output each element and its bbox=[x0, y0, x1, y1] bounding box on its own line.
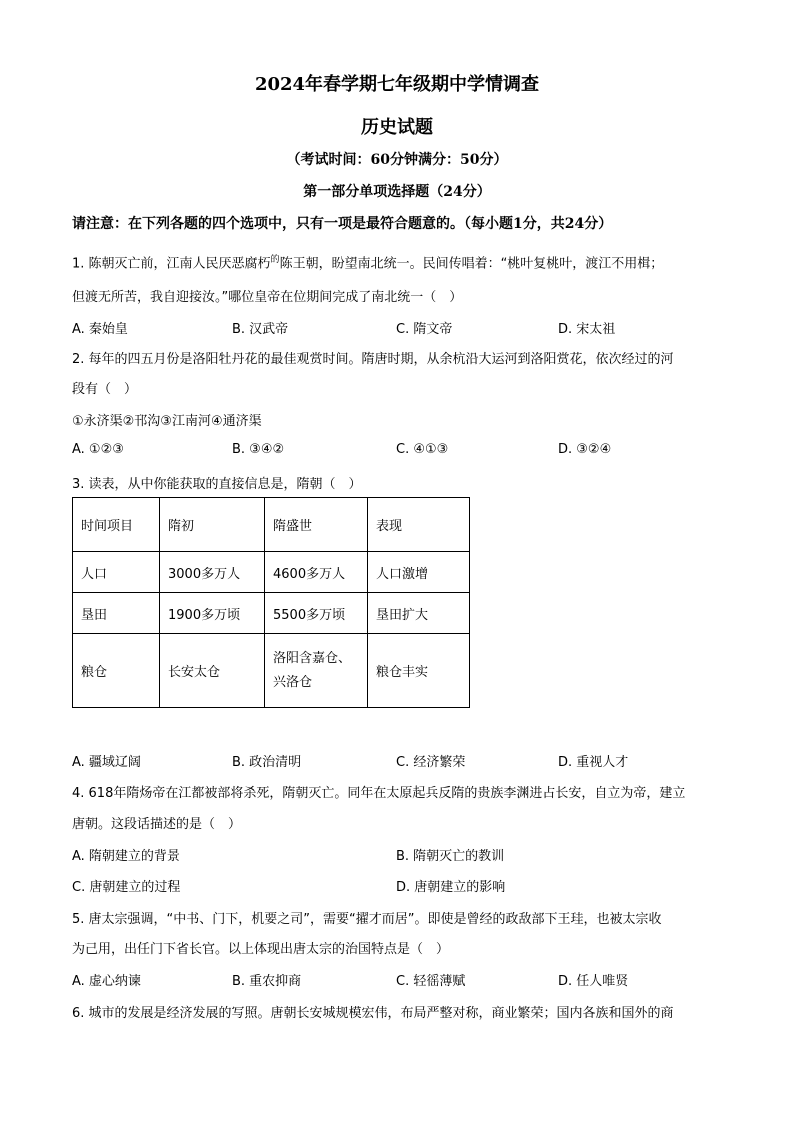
table-cell: 粮仓丰实 bbox=[368, 634, 470, 708]
question-2-line-1: 2. 每年的四五月份是洛阳牡丹花的最佳观赏时间。隋唐时期，从余杭沿大运河到洛阳赏花，依次经过的河 bbox=[72, 352, 674, 367]
table-cell: 人口激增 bbox=[368, 552, 470, 593]
exam-info: （考试时间：60分钟满分：50分） bbox=[286, 152, 508, 168]
question-3-option-c[interactable]: C. 经济繁荣 bbox=[396, 755, 466, 770]
table-cell: 1900多万顷 bbox=[160, 593, 265, 634]
question-1-option-b[interactable]: B. 汉武帝 bbox=[232, 322, 289, 337]
table-cell-line: 兴洛仓 bbox=[273, 674, 313, 690]
question-2-line-3: ①永济渠②邗沟③江南河④通济渠 bbox=[72, 414, 262, 429]
table-row bbox=[73, 634, 470, 708]
question-5-option-b[interactable]: B. 重农抑商 bbox=[232, 974, 302, 989]
table-cell: 垦田 bbox=[73, 593, 160, 634]
question-3-option-a[interactable]: A. 疆域辽阔 bbox=[72, 755, 141, 770]
exam-title: 2024年春学期七年级期中学情调查 bbox=[254, 74, 540, 95]
question-1-option-a[interactable]: A. 秦始皇 bbox=[72, 322, 128, 337]
question-1-option-d[interactable]: D. 宋太祖 bbox=[558, 322, 616, 337]
question-2-option-d[interactable]: D. ③②④ bbox=[558, 442, 612, 457]
question-2-option-a[interactable]: A. ①②③ bbox=[72, 442, 124, 457]
table-cell: 人口 bbox=[73, 552, 160, 593]
table-cell: 表现 bbox=[368, 498, 470, 552]
question-5-option-d[interactable]: D. 任人唯贤 bbox=[558, 974, 629, 989]
subject-title: 历史试题 bbox=[361, 117, 433, 138]
table-cell: 时间项目 bbox=[73, 498, 160, 552]
table-cell: 长安太仓 bbox=[160, 634, 265, 708]
table-cell: 垦田扩大 bbox=[368, 593, 470, 634]
table-cell: 隋盛世 bbox=[265, 498, 368, 552]
question-5-line-1: 5. 唐太宗强调，“中书、门下，机要之司”，需要“擢才而居”。即使是曾经的政敌部下王珪，也被太宗收 bbox=[72, 912, 662, 927]
question-1-line-2: 但渡无所苦，我自迎接汝。”哪位皇帝在位期间完成了南北统一（ ） bbox=[72, 290, 463, 305]
question-6-line-1: 6. 城市的发展是经济发展的写照。唐朝长安城规模宏伟，布局严整对称，商业繁荣；国内各族和国外的商 bbox=[72, 1006, 674, 1021]
question-2-option-b[interactable]: B. ③④② bbox=[232, 442, 285, 457]
question-1-glyph: 的 bbox=[270, 255, 280, 265]
data-table bbox=[72, 497, 470, 708]
table-cell: 4600多万人 bbox=[265, 552, 368, 593]
table-row bbox=[73, 552, 470, 593]
question-3-line-1: 3. 读表，从中你能获取的直接信息是，隋朝（ ） bbox=[72, 477, 362, 492]
question-5-option-a[interactable]: A. 虚心纳谏 bbox=[72, 974, 141, 989]
table-cell bbox=[265, 634, 368, 708]
question-3-option-b[interactable]: B. 政治清明 bbox=[232, 755, 302, 770]
question-1-option-c[interactable]: C. 隋文帝 bbox=[396, 322, 453, 337]
table-row bbox=[73, 593, 470, 634]
table-cell: 粮仓 bbox=[73, 634, 160, 708]
table-cell: 隋初 bbox=[160, 498, 265, 552]
question-2-line-2: 段有（ ） bbox=[72, 382, 138, 397]
question-5-line-2: 为己用，出任门下省长官。以上体现出唐太宗的治国特点是（ ） bbox=[72, 942, 450, 957]
question-2-option-c[interactable]: C. ④①③ bbox=[396, 442, 449, 457]
question-4-option-d[interactable]: D. 唐朝建立的影响 bbox=[396, 880, 506, 895]
table-cell-line: 洛阳含嘉仓、 bbox=[273, 650, 352, 666]
question-3-option-d[interactable]: D. 重视人才 bbox=[558, 755, 629, 770]
table-row bbox=[73, 498, 470, 552]
question-4-line-2: 唐朝。这段话描述的是（ ） bbox=[72, 817, 242, 832]
table-cell: 5500多万顷 bbox=[265, 593, 368, 634]
table-cell: 3000多万人 bbox=[160, 552, 265, 593]
part-title: 第一部分单项选择题（24分） bbox=[303, 184, 491, 200]
question-1-line-1: 1. 陈朝灭亡前，江南人民厌恶腐朽$^的$陈王朝，盼望南北统一。民间传唱着：“桃叶复桃叶，渡江不用楫； bbox=[72, 255, 664, 272]
question-4-option-b[interactable]: B. 隋朝灭亡的教训 bbox=[396, 849, 505, 864]
question-4-option-c[interactable]: C. 唐朝建立的过程 bbox=[72, 880, 181, 895]
notice-text: 请注意：在下列各题的四个选项中，只有一项是最符合题意的。（每小题1分，共24分） bbox=[72, 216, 613, 232]
question-4-line-1: 4. 618年隋炀帝在江都被部将杀死，隋朝灭亡。同年在太原起兵反隋的贵族李渊进占长安，自立为帝，建立 bbox=[72, 786, 686, 801]
question-4-option-a[interactable]: A. 隋朝建立的背景 bbox=[72, 849, 180, 864]
question-5-option-c[interactable]: C. 轻徭薄赋 bbox=[396, 974, 466, 989]
